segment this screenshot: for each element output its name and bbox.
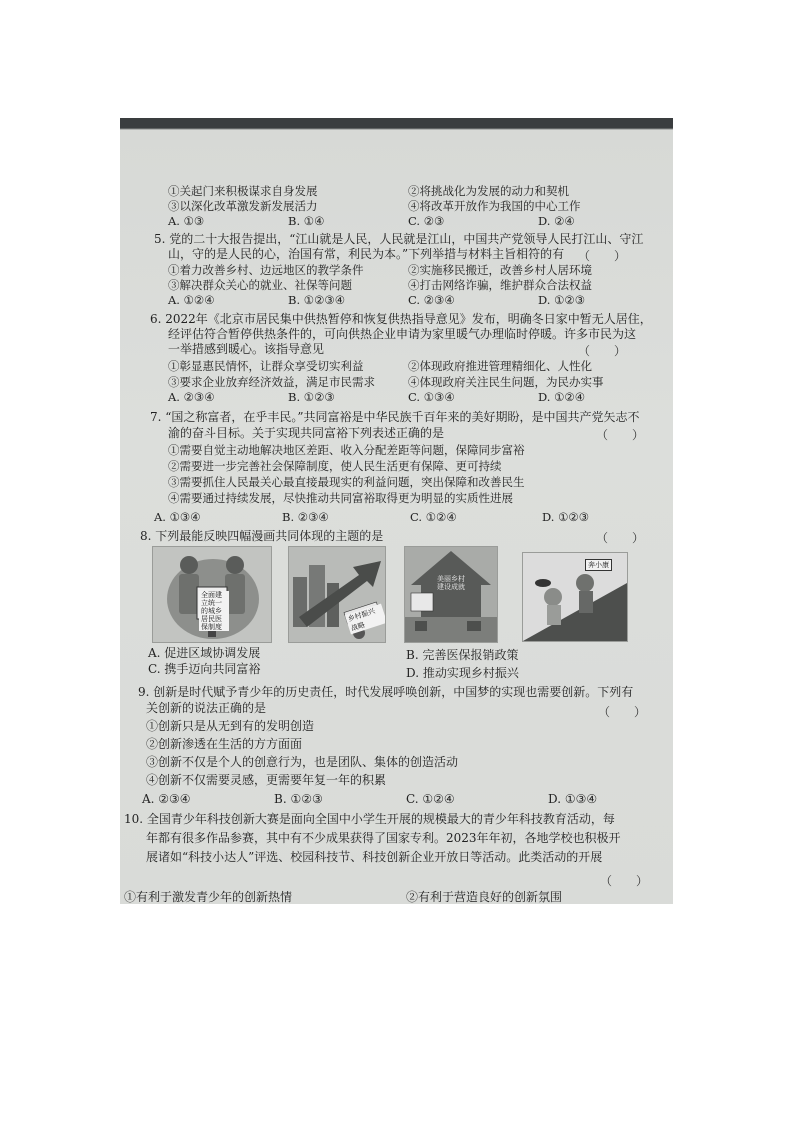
q7-option-2: ②需要进一步完善社会保障制度，使人民生活更有保障、更可持续	[168, 459, 502, 473]
q6-choice-d: D. ①②④	[538, 390, 586, 404]
q5-option-1: ①着力改善乡村、边远地区的教学条件	[168, 263, 364, 277]
q9-stem-line1: 9. 创新是时代赋予青少年的历史责任，时代发展呼唤创新，中国梦的实现也需要创新。下列有	[138, 685, 634, 699]
q7-choice-c: C. ①②④	[410, 510, 457, 524]
q9-option-2: ②创新渗透在生活的方方面面	[146, 737, 303, 751]
q9-option-3: ③创新不仅是个人的创意行为，也是团队、集体的创造活动	[146, 755, 459, 769]
q9-choice-d: D. ①③④	[548, 792, 598, 806]
q6-choice-b: B. ①②③	[288, 390, 335, 404]
q5-choice-b: B. ①②③④	[288, 293, 346, 307]
q6-option-3: ③要求企业放弃经济效益，满足市民需求	[168, 375, 375, 389]
q5-choice-d: D. ①②③	[538, 293, 586, 307]
document-photo	[120, 118, 673, 904]
village-cartoon-drawing	[405, 547, 497, 642]
q10-option-2: ②有利于营造良好的创新氛围	[406, 890, 563, 904]
q7-stem-line2: 渝的奋斗目标。关于实现共同富裕下列表述正确的是	[168, 426, 445, 440]
q10-stem-line2: 年都有很多作品参赛，其中有不少成果获得了国家专利。2023年年初，各地学校也积极开	[146, 831, 621, 845]
q5-option-2: ②实施移民搬迁，改善乡村人居环境	[408, 263, 592, 277]
cartoon-moderate-prosperity	[522, 552, 628, 642]
q9-option-4: ④创新不仅需要灵感，更需要年复一年的积累	[146, 773, 387, 787]
q6-answer-paren: （ ）	[578, 344, 627, 358]
q4-option-3: ③以深化改革激发新发展活力	[168, 199, 318, 213]
q8-stem: 8. 下列最能反映四幅漫画共同体现的主题的是	[140, 529, 384, 543]
q9-choice-c: C. ①②④	[406, 792, 455, 806]
q10-stem-line3: 展诸如“科技小达人”评选、校园科技节、科技创新企业开放日等活动。此类活动的开展	[146, 850, 603, 864]
q5-stem-line2: 山，守的是人民的心，治国有常，利民为本。”下列举措与材料主旨相符的有	[168, 247, 565, 261]
q8-choice-c: C. 携手迈向共同富裕	[148, 662, 261, 676]
cartoon-beautiful-village	[404, 546, 498, 643]
q6-option-4: ④体现政府关注民生问题，为民办实事	[408, 375, 604, 389]
q5-choice-a: A. ①②④	[168, 293, 215, 307]
q7-option-3: ③需要抓住人民最关心最直接最现实的利益问题，突出保障和改善民生	[168, 475, 525, 489]
q7-option-4: ④需要通过持续发展，尽快推动共同富裕取得更为明显的实质性进展	[168, 491, 513, 505]
q4-choice-c: C. ②③	[408, 214, 445, 228]
q9-option-1: ①创新只是从无到有的发明创造	[146, 719, 315, 733]
q6-option-2: ②体现政府推进管理精细化、人性化	[408, 359, 592, 373]
q4-choice-a: A. ①③	[168, 214, 205, 228]
q5-stem-line1: 5. 党的二十大报告提出，“江山就是人民，人民就是江山，中国共产党领导人民打江山、守江	[154, 232, 644, 246]
q6-choice-a: A. ②③④	[168, 390, 215, 404]
q6-stem-line3: 一举措感到暖心。该指导意见	[168, 342, 325, 356]
q10-answer-paren: （ ）	[600, 874, 649, 888]
q9-choice-a: A. ②③④	[142, 792, 191, 806]
cartoon-rural-revitalization	[288, 546, 386, 643]
q5-choice-c: C. ②③④	[408, 293, 455, 307]
q9-stem-line2: 关创新的说法正确的是	[146, 701, 267, 715]
q4-choice-b: B. ①④	[288, 214, 325, 228]
q7-choice-b: B. ②③④	[282, 510, 329, 524]
q4-option-1: ①关起门来积极谋求自身发展	[168, 184, 318, 198]
q7-choice-d: D. ①②③	[542, 510, 590, 524]
cartoon-3-label: 美丽乡村建设成就	[437, 575, 465, 591]
cartoon-2-label: 乡村振兴战略	[345, 604, 386, 635]
q4-option-4: ④将改革开放作为我国的中心工作	[408, 199, 581, 213]
q8-answer-paren: （ ）	[596, 531, 645, 545]
q5-answer-paren: （ ）	[578, 249, 627, 263]
q8-choice-b: B. 完善医保报销政策	[406, 648, 519, 662]
q7-stem-line1: 7. “国之称富者，在乎丰民。”共同富裕是中华民族千百年来的美好期盼，是中国共产党矢志不	[150, 410, 640, 424]
cartoon-1-label: 全面建立统一的城乡居民医保制度	[199, 591, 229, 631]
exam-paper	[120, 132, 673, 904]
q7-choice-a: A. ①③④	[154, 510, 201, 524]
q5-option-4: ④打击网络诈骗，维护群众合法权益	[408, 278, 592, 292]
q10-stem-line1: 10. 全国青少年科技创新大赛是面向全国中小学生开展的规模最大的青少年科技教育活动，每	[124, 812, 615, 826]
cartoon-healthcare	[152, 546, 272, 643]
q9-choice-b: B. ①②③	[274, 792, 323, 806]
cartoon-4-label: 奔小康	[585, 559, 612, 571]
q4-option-2: ②将挑战化为发展的动力和契机	[408, 184, 569, 198]
q6-option-1: ①彰显惠民情怀，让群众享受切实利益	[168, 359, 364, 373]
q7-answer-paren: （ ）	[596, 428, 645, 442]
q4-choice-d: D. ②④	[538, 214, 575, 228]
q6-stem-line2: 经评估符合暂停供热条件的，可向供热企业申请为家里暖气办理临时停暖。许多市民为这	[168, 327, 637, 341]
q7-option-1: ①需要自觉主动地解决地区差距、收入分配差距等问题，保障同步富裕	[168, 443, 525, 457]
q6-stem-line1: 6. 2022年《北京市居民集中供热暂停和恢复供热指导意见》发布，明确冬日家中暂无人居住，	[150, 312, 652, 326]
q8-choice-d: D. 推动实现乡村振兴	[406, 666, 519, 680]
q8-choice-a: A. 促进区域协调发展	[148, 646, 261, 660]
q10-option-1: ①有利于激发青少年的创新热情	[124, 890, 293, 904]
q9-answer-paren: （ ）	[598, 705, 647, 719]
q6-choice-c: C. ①③④	[408, 390, 455, 404]
q5-option-3: ③解决群众关心的就业、社保等问题	[168, 278, 352, 292]
